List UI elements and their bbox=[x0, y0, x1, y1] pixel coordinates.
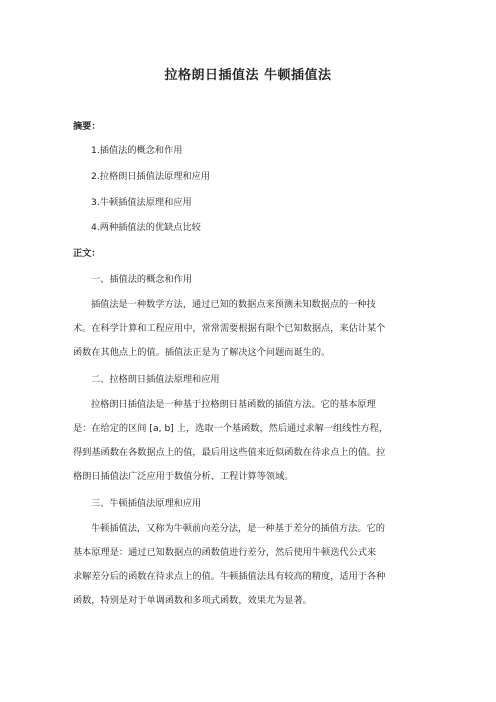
paragraph-line: 得到基函数在各数据点上的值，最后用这些值来近似函数在待求点上的值。拉 bbox=[73, 447, 386, 458]
paragraph-line: 求解差分后的函数在待求点上的值。牛顿插值法具有较高的精度，适用于各种 bbox=[73, 571, 386, 582]
paragraph-line: 术。在科学计算和工程应用中，常常需要根据有限个已知数据点，来估计某个 bbox=[73, 323, 386, 334]
paragraph-line: 函数，特别是对于单调函数和多项式函数，效果尤为显著。 bbox=[73, 595, 312, 606]
section-heading: 二、拉格朗日插值法原理和应用 bbox=[91, 374, 220, 385]
paragraph-line: 拉格朗日插值法是一种基于拉格朗日基函数的插值方法。它的基本原理 bbox=[91, 399, 376, 410]
toc-item: 3.牛顿插值法原理和应用 bbox=[91, 197, 192, 208]
body-label: 正文： bbox=[73, 248, 101, 259]
section-heading: 三、牛顿插值法原理和应用 bbox=[91, 498, 202, 509]
page-title: 拉格朗日插值法 牛顿插值法 bbox=[164, 68, 332, 83]
toc-item: 2.拉格朗日插值法原理和应用 bbox=[91, 171, 211, 182]
paragraph-line: 格朗日插值法广泛应用于数值分析、工程计算等领域。 bbox=[73, 471, 294, 482]
toc-item: 1.插值法的概念和作用 bbox=[91, 145, 183, 156]
paragraph-line: 是：在给定的区间 [a, b] 上，选取一个基函数，然后通过求解一组线性方程， bbox=[73, 423, 389, 434]
paragraph-line: 插值法是一种数学方法，通过已知的数据点来预测未知数据点的一种技 bbox=[91, 299, 376, 310]
paragraph-line: 牛顿插值法，又称为牛顿前向差分法，是一种基于差分的插值方法。它的 bbox=[91, 523, 385, 534]
abstract-label: 摘要： bbox=[73, 121, 101, 132]
paragraph-line: 函数在其他点上的值。插值法正是为了解决这个问题而诞生的。 bbox=[73, 347, 331, 358]
toc-item: 4.两种插值法的优缺点比较 bbox=[91, 222, 201, 233]
paragraph-line: 基本原理是：通过已知数据点的函数值进行差分，然后使用牛顿迭代公式来 bbox=[73, 547, 377, 558]
section-heading: 一、插值法的概念和作用 bbox=[91, 274, 193, 285]
